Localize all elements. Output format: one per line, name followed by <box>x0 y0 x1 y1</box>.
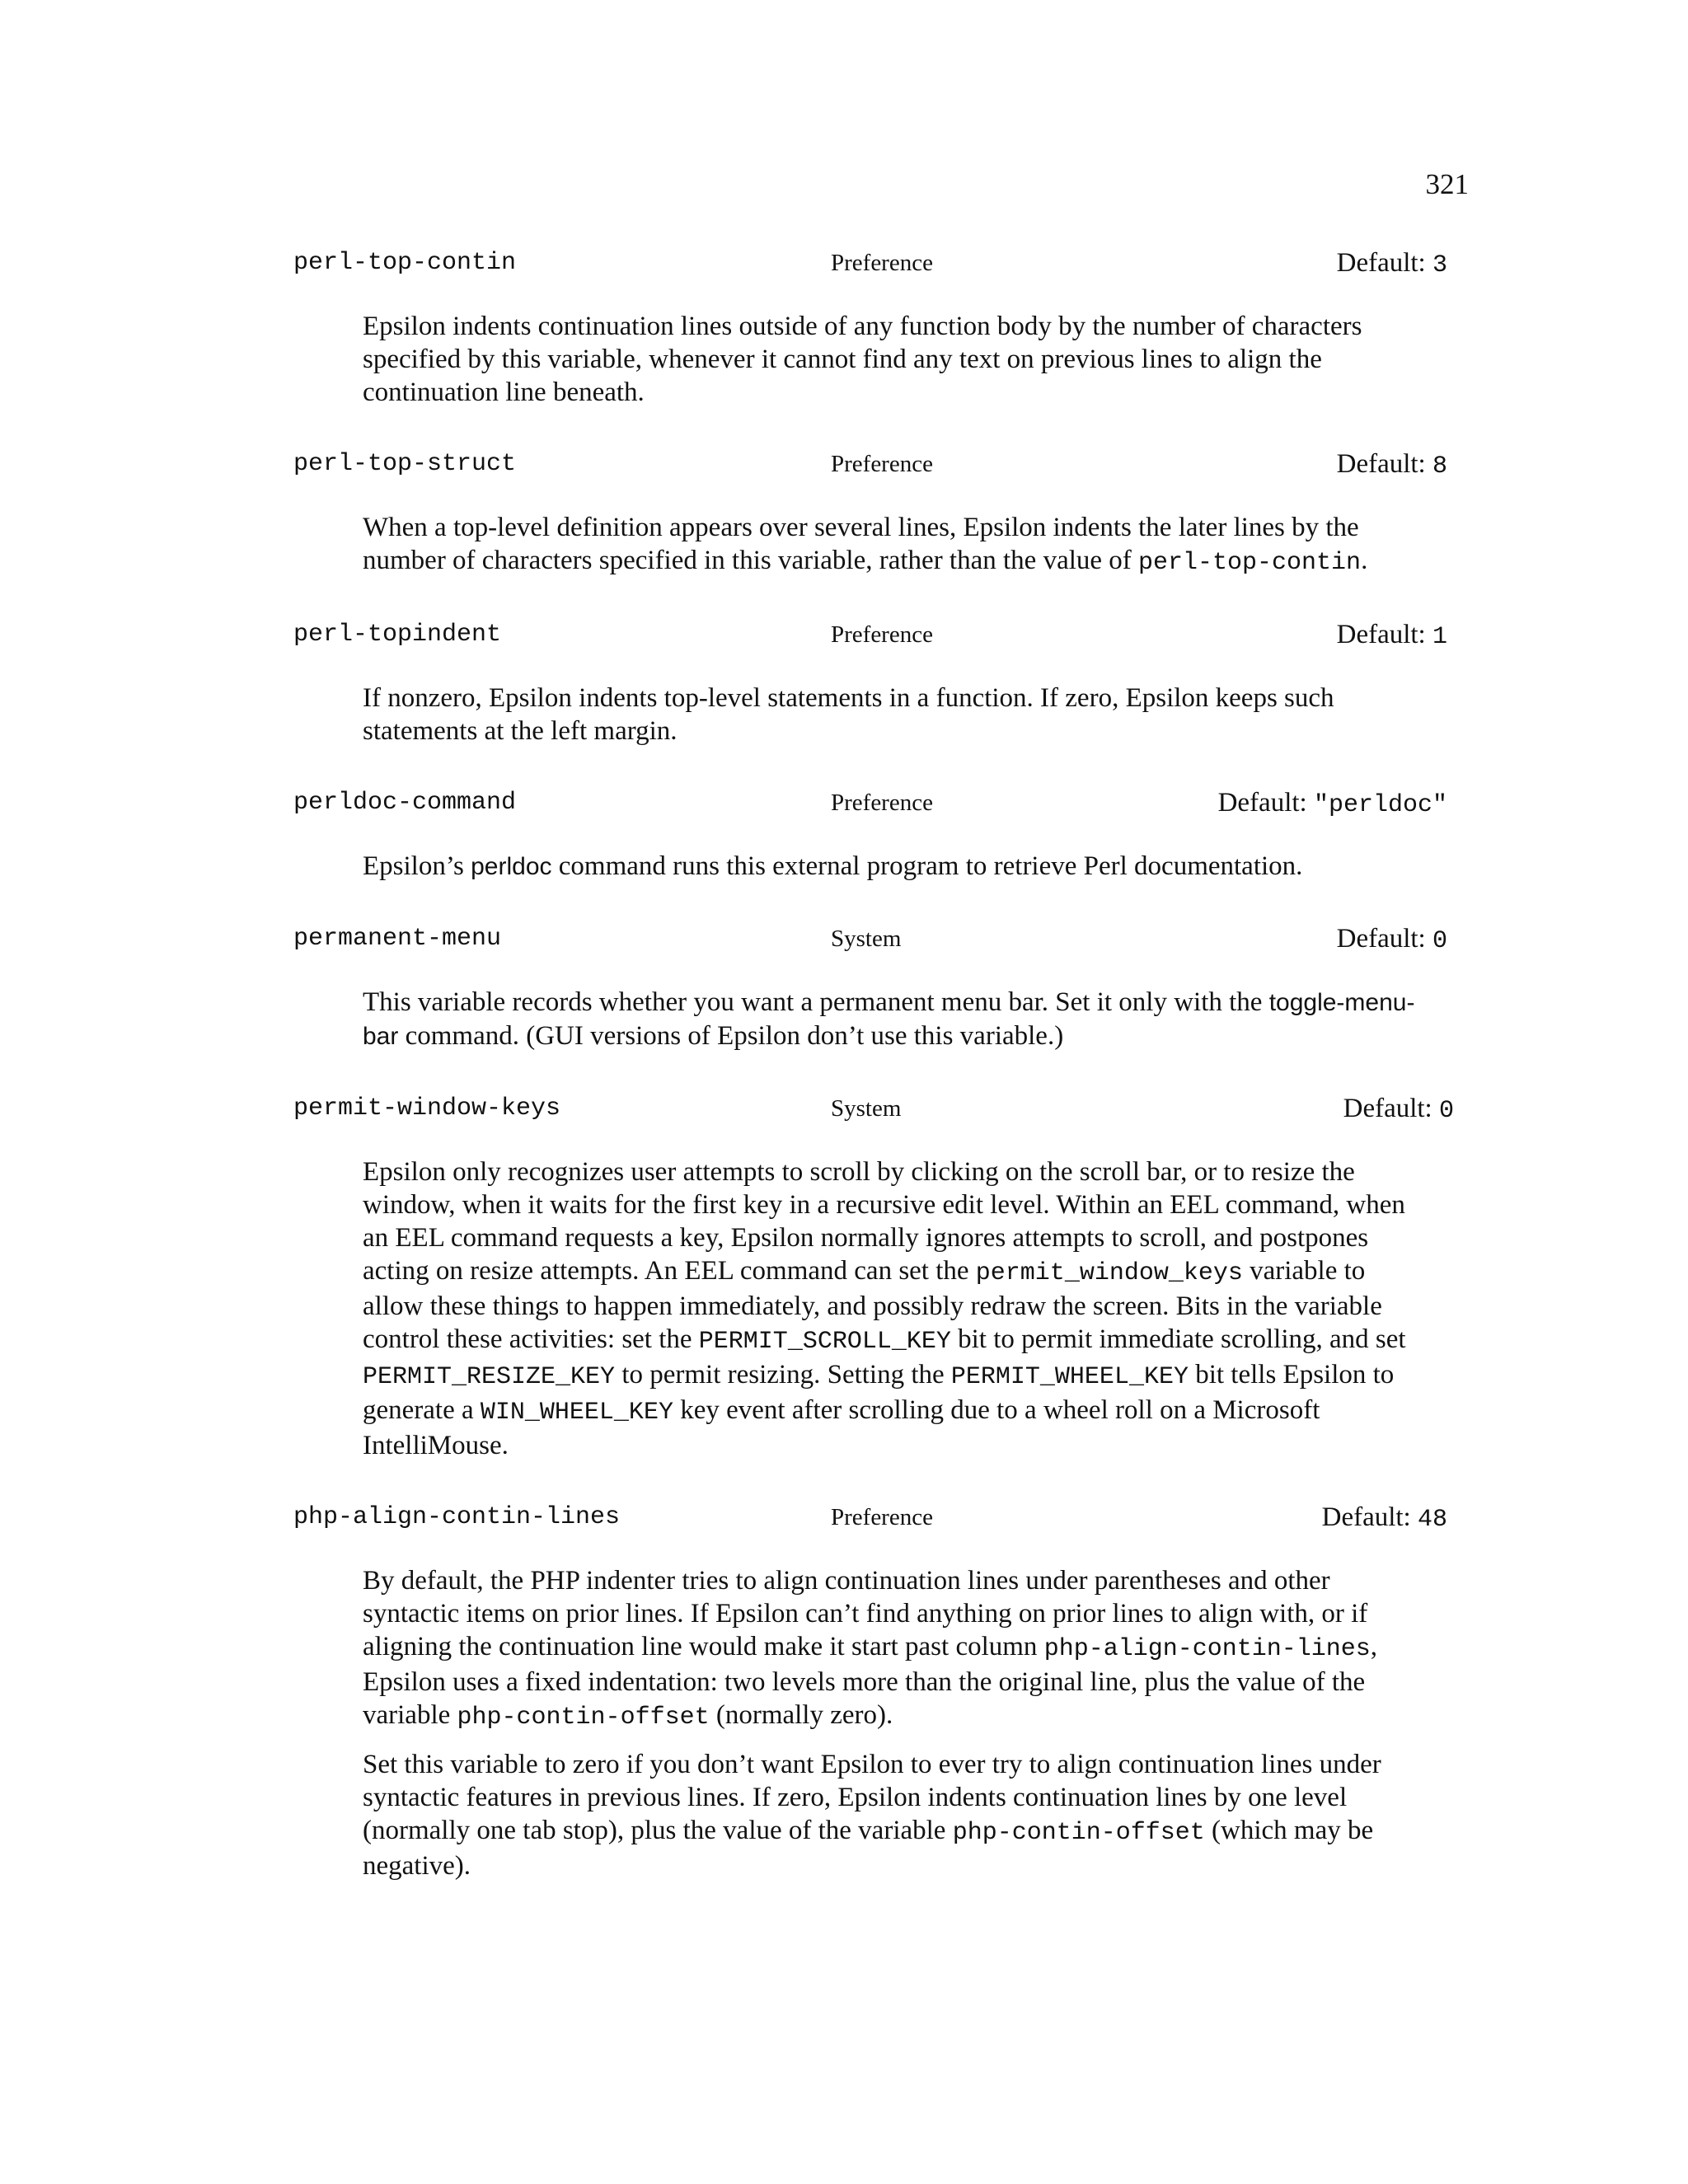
variable-entries <box>293 243 1454 1882</box>
entry-permit-window-keys <box>293 1089 1454 1462</box>
text-run: Set this variable to zero if you don’t want Epsilon to ever try to align continuation lines under syntactic features in previous lines. If zero, Epsilon indents continuation lines by one level (normally one tab stop), plus the value of the variable <box>363 1750 1381 1845</box>
entry-header <box>293 1497 1447 1537</box>
default-label: Default: <box>1336 449 1426 479</box>
default-label: Default: <box>1217 788 1307 818</box>
description-paragraph <box>363 682 1418 748</box>
description-paragraph <box>363 850 1418 883</box>
variable-default <box>1337 919 1447 961</box>
variable-type: Preference <box>831 250 933 276</box>
entry-header <box>293 919 1447 958</box>
text-run: bit to permit immediate scrolling, and set <box>950 1324 1406 1354</box>
entry-description <box>363 682 1418 748</box>
entry-description <box>363 1564 1418 1882</box>
default-label: Default: <box>1321 1502 1411 1532</box>
code-identifier: PERMIT_RESIZE_KEY <box>363 1363 616 1391</box>
entry-perl-topindent <box>293 615 1447 748</box>
default-value: 0 <box>1438 1097 1454 1125</box>
text-run: . <box>1361 546 1368 575</box>
text-run: variable to allow these things to happen immediately, and possibly redraw the screen. Bits in the variable control these activities: set the <box>363 1256 1382 1354</box>
variable-type: Preference <box>831 1504 933 1530</box>
description-paragraph <box>363 511 1418 579</box>
variable-type: System <box>831 1095 902 1122</box>
variable-default <box>1218 783 1447 825</box>
default-label: Default: <box>1343 1094 1432 1123</box>
entry-header <box>293 615 1447 654</box>
variable-type: Preference <box>831 790 933 816</box>
variable-name: perl-top-contin <box>293 249 517 277</box>
variable-default <box>1322 1497 1447 1540</box>
entry-php-align-contin-lines <box>293 1497 1447 1882</box>
text-run: When a top-level definition appears over several lines, Epsilon indents the later lines by the number of characters specified in this variable, rather than the value of <box>363 513 1359 575</box>
variable-type: Preference <box>831 451 933 477</box>
variable-name: php-align-contin-lines <box>293 1503 621 1531</box>
text-run: (normally zero). <box>709 1700 893 1730</box>
text-run: Epsilon indents continuation lines outside of any function body by the number of characters specified by this variable, whenever it cannot find any text on previous lines to align the continuation line beneath. <box>363 312 1362 407</box>
entry-perldoc-command <box>293 783 1447 883</box>
text-run: , Epsilon uses a fixed indentation: two levels more than the original line, plus the value of the variable <box>363 1632 1378 1730</box>
description-paragraph <box>363 986 1418 1053</box>
entry-permanent-menu <box>293 919 1447 1053</box>
entry-header <box>293 1089 1454 1128</box>
default-value: 48 <box>1417 1506 1447 1534</box>
variable-type: System <box>831 926 902 952</box>
text-run: bit tells Epsilon to generate a <box>363 1360 1395 1425</box>
variable-name: permanent-menu <box>293 925 502 953</box>
default-value: 8 <box>1432 452 1447 480</box>
text-run: command runs this external program to retrieve Perl documentation. <box>551 851 1303 881</box>
variable-name: perl-top-struct <box>293 450 517 478</box>
entry-description <box>363 850 1418 883</box>
entry-description <box>363 986 1418 1053</box>
code-identifier: WIN_WHEEL_KEY <box>480 1399 673 1427</box>
entry-description <box>363 511 1418 579</box>
default-value: 1 <box>1432 623 1447 651</box>
description-paragraph <box>363 1564 1418 1734</box>
text-run: command. (GUI versions of Epsilon don’t use this variable.) <box>398 1021 1064 1051</box>
default-value: 0 <box>1432 927 1447 955</box>
code-identifier: php-contin-offset <box>952 1819 1205 1847</box>
default-value: "perldoc" <box>1313 791 1447 819</box>
text-run: key event after scrolling due to a wheel roll on a Microsoft IntelliMouse. <box>363 1395 1320 1460</box>
variable-default <box>1337 243 1447 285</box>
entry-perl-top-contin <box>293 243 1447 409</box>
code-identifier: php-align-contin-lines <box>1043 1635 1371 1663</box>
text-run: to permit resizing. Setting the <box>615 1360 951 1390</box>
code-identifier: perl-top-contin <box>1138 549 1362 577</box>
variable-default <box>1343 1089 1454 1131</box>
variable-type: Preference <box>831 621 933 648</box>
description-paragraph <box>363 1155 1418 1462</box>
page-number: 321 <box>1425 168 1469 200</box>
description-paragraph <box>363 1748 1418 1882</box>
default-label: Default: <box>1336 248 1426 278</box>
text-run: If nonzero, Epsilon indents top-level statements in a function. If zero, Epsilon keeps such statements at the left margin. <box>363 683 1334 746</box>
default-label: Default: <box>1336 620 1426 649</box>
description-paragraph <box>363 310 1418 409</box>
command-name: perldoc <box>471 853 552 880</box>
text-run: Epsilon’s <box>363 851 471 881</box>
code-identifier: permit_window_keys <box>975 1259 1243 1287</box>
text-run: (which may be negative). <box>363 1816 1374 1881</box>
entry-header <box>293 444 1447 484</box>
default-label: Default: <box>1336 924 1426 954</box>
entry-header <box>293 243 1447 283</box>
entry-description <box>363 310 1418 409</box>
text-run: This variable records whether you want a permanent menu bar. Set it only with the <box>363 987 1269 1017</box>
command-name: toggle-menu-bar <box>363 989 1415 1050</box>
variable-default <box>1337 615 1447 657</box>
default-value: 3 <box>1432 251 1447 279</box>
entry-header <box>293 783 1447 823</box>
text-run: Epsilon only recognizes user attempts to scroll by clicking on the scroll bar, or to resize the window, when it waits for the first key in a recursive edit level. Within an EEL command, when an EEL command requests a key, Epsilon normally ignores attempts to scroll, and postpones acting on resize attempts. An EEL command can set the <box>363 1157 1405 1286</box>
entry-perl-top-struct <box>293 444 1447 579</box>
text-run: By default, the PHP indenter tries to align continuation lines under parentheses and other syntactic items on prior lines. If Epsilon can’t find anything on prior lines to align with, or if aligning the continuation line would make it start past column <box>363 1566 1368 1661</box>
code-identifier: PERMIT_WHEEL_KEY <box>950 1363 1189 1391</box>
code-identifier: PERMIT_SCROLL_KEY <box>698 1328 951 1356</box>
variable-name: perl-topindent <box>293 621 502 649</box>
variable-name: perldoc-command <box>293 789 517 817</box>
variable-name: permit-window-keys <box>293 1094 561 1122</box>
entry-description <box>363 1155 1418 1462</box>
variable-default <box>1337 444 1447 486</box>
code-identifier: php-contin-offset <box>457 1704 710 1732</box>
